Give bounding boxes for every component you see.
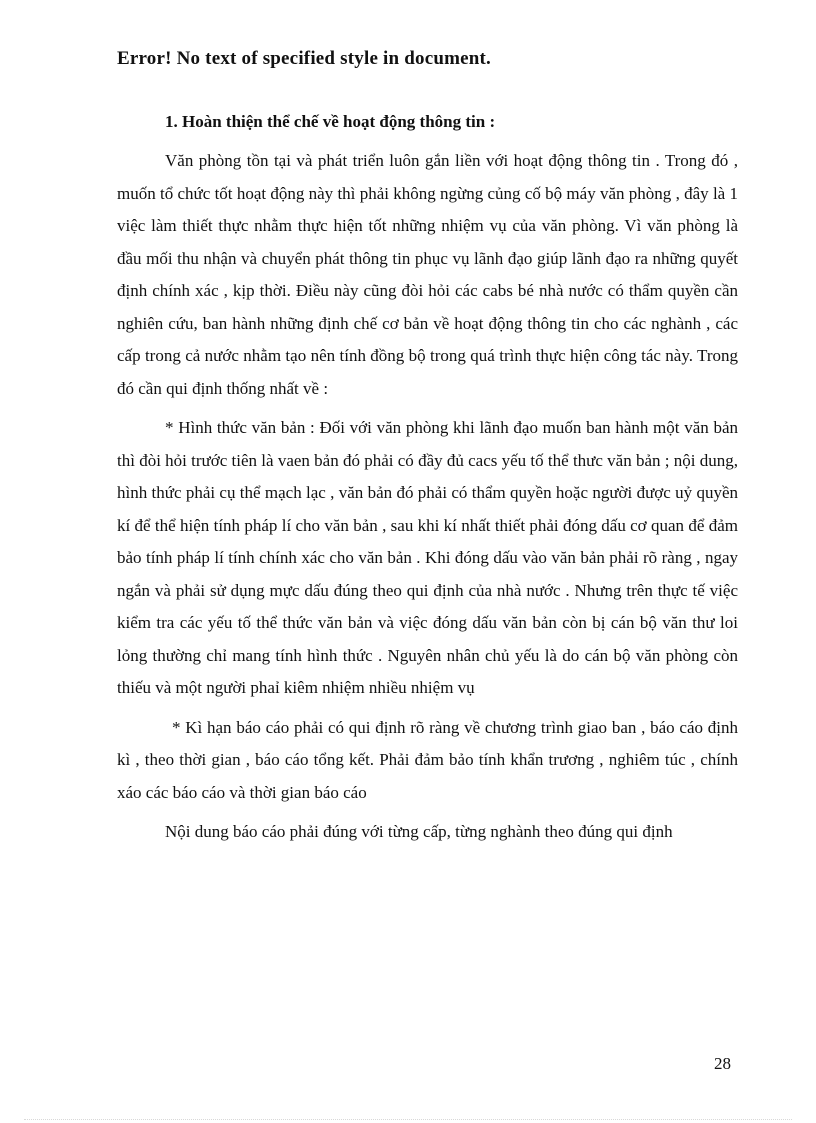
paragraph: Văn phòng tồn tại và phát triển luôn gắn liền với hoạt động thông tin . Trong đó , muốn tổ chức tốt hoạt động này thì phải không ngừng củng cố bộ máy văn phòng , đây là 1 việc làm thiết thực nhằm thực hiện tốt những nhiệm vụ của văn phòng. Vì văn phòng là đầu mối thu nhận và chuyển phát thông tin phục vụ lãnh đạo giúp lãnh đạo ra những quyết định chính xác , kịp thời. Điều này cũng đòi hỏi các cabs bé nhà nước có thẩm quyền cần nghiên cứu, ban hành những định chế cơ bản về hoạt động thông tin cho các nghành , các cấp trong cả nước nhằm tạo nên tính đồng bộ trong quá trình thực hiện công tác này. Trong đó cần qui định thống nhất về :: [117, 151, 738, 398]
paragraph: Nội dung báo cáo phải đúng với từng cấp, từng nghành theo đúng qui định: [165, 822, 673, 841]
page-bottom-divider: [24, 1119, 792, 1120]
page-number: 28: [714, 1054, 731, 1073]
paragraph: * Hình thức văn bản : Đối với văn phòng khi lãnh đạo muốn ban hành một văn bản thì đòi hỏi trước tiên là vaen bản đó phải có đầy đủ cacs yếu tố thể thưc văn bản ; nội dung, hình thức phải cụ thể mạch lạc , văn bản đó phải có thẩm quyền hoặc người được uỷ quyền kí để thể hiện tính pháp lí cho văn bản , sau khi kí nhất thiết phải đóng dấu cơ quan để đảm bảo tính pháp lí tính chính xác cho văn bản . Khi đóng dấu vào văn bản phải rõ ràng , ngay ngắn và phải sử dụng mực dấu đúng theo qui định của nhà nước . Nhưng trên thực tế việc kiểm tra các yếu tố thể thức văn bản và việc đóng dấu văn bản còn bị cán bộ văn thư loi lỏng thường chỉ mang tính hình thức . Nguyên nhân chủ yếu là do cán bộ văn phòng còn thiếu và một người phaỉ kiêm nhiệm nhiều nhiệm vụ: [117, 418, 738, 697]
error-header: Error! No text of specified style in document.: [117, 48, 492, 69]
body-text: [117, 145, 738, 856]
paragraph: * Kì hạn báo cáo phải có qui định rõ ràng về chương trình giao ban , báo cáo định kì , theo thời gian , báo cáo tổng kết. Phải đảm bảo tính khẩn trương , nghiêm túc , chính xáo các báo cáo và thời gian báo cáo: [117, 717, 738, 802]
section-heading: 1. Hoàn thiện thể chế về hoạt động thông tin :: [165, 112, 496, 131]
